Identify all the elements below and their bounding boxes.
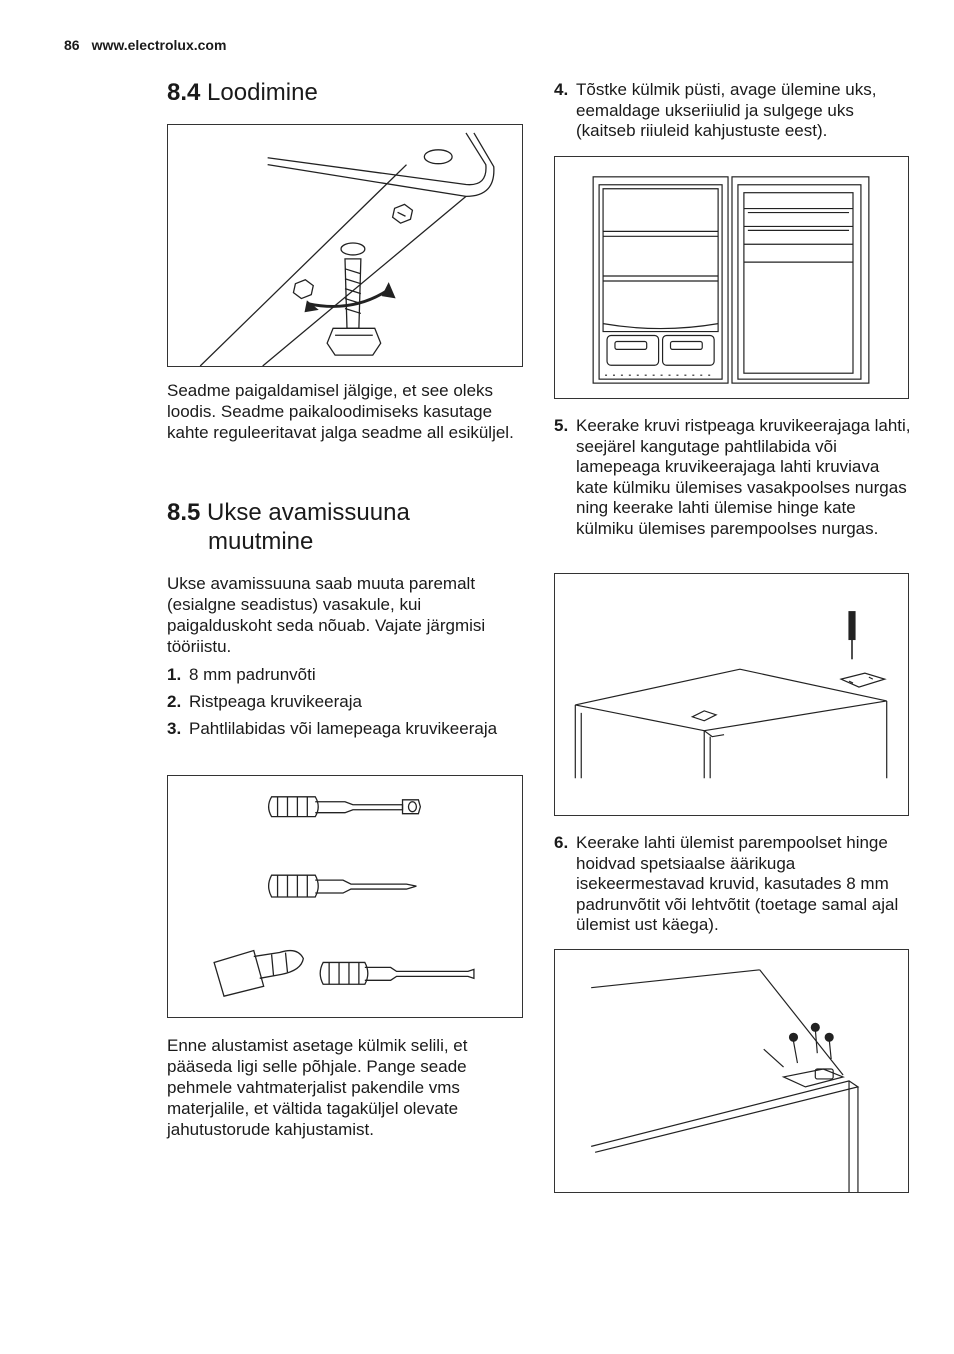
before-starting-paragraph: Enne alustamist asetage külmik selili, et pääseda ligi selle põhjale. Pange seade pehmele vahtmaterjalist pakendile vms materjalile, et vältida tagaküljel olevate jahutustorude kahjustamist. <box>167 1036 468 1139</box>
website-url: www.electrolux.com <box>91 37 227 53</box>
step-item-5 <box>554 416 912 539</box>
list-number: 2. <box>167 692 182 711</box>
step-item-6 <box>554 833 912 936</box>
tool-list-item <box>167 665 527 686</box>
door-reversal-intro: Ukse avamissuuna saab muuta paremalt (esialgne seadistus) vasakule, kui paigalduskoht seda nõuab. Vajate järgmisi tööriistu. <box>167 574 486 656</box>
step-text: Keerake kruvi ristpeaga kruvikeerajaga lahti, seejärel kangutage pahtlilabida või lamepeaga kruvikeerajaga lahti kruviava kate külmiku ülemises vasakpoolses nurgas ning keerake lahti ülemise hinge kate külmiku ülemises parempoolses nurgas. <box>576 416 911 538</box>
section-8-5-heading <box>167 498 527 556</box>
page-number: 86 <box>64 37 80 53</box>
tool-list-item <box>167 692 527 713</box>
tools-illustration <box>167 775 523 1018</box>
section-8-4-heading <box>167 78 318 107</box>
list-text: Ristpeaga kruvikeeraja <box>189 692 362 711</box>
tool-list-item <box>167 719 527 740</box>
hinge-cover-illustration <box>554 573 909 816</box>
hinge-screws-illustration <box>554 949 909 1193</box>
leveling-foot-illustration <box>167 124 523 367</box>
step-number: 5. <box>554 416 569 435</box>
step-text: Tõstke külmik püsti, avage ülemine uks, eemaldage ukseriiulid ja sulgege uks (kaitseb riiuleid kahjustuste eest). <box>576 80 877 140</box>
step-number: 6. <box>554 833 569 852</box>
list-number: 1. <box>167 665 182 684</box>
leveling-paragraph: Seadme paigaldamisel jälgige, et see oleks loodis. Seadme paikaloodimiseks kasutage kahte reguleeritavat jalga seadme all esiküljel. <box>167 381 514 442</box>
step-number: 4. <box>554 80 569 99</box>
section-title-line2: muutmine <box>208 528 314 555</box>
step-item-4 <box>554 80 912 142</box>
section-title: Loodimine <box>207 79 318 106</box>
list-text: 8 mm padrunvõti <box>189 665 316 684</box>
list-number: 3. <box>167 719 182 738</box>
page-header <box>64 37 226 53</box>
section-number: 8.5 <box>167 499 201 526</box>
section-title-line1: Ukse avamissuuna <box>207 499 410 526</box>
section-number: 8.4 <box>167 79 201 106</box>
list-text: Pahtlilabidas või lamepeaga kruvikeeraja <box>189 719 498 738</box>
step-text: Keerake lahti ülemist parempoolset hinge hoidvad spetsiaalse äärikuga isekeermestavad kruvid, kasutades 8 mm padrunvõtit või lehtvõtit (toetage samal ajal ülemist ust käega). <box>576 833 899 934</box>
open-fridge-illustration <box>554 156 909 399</box>
